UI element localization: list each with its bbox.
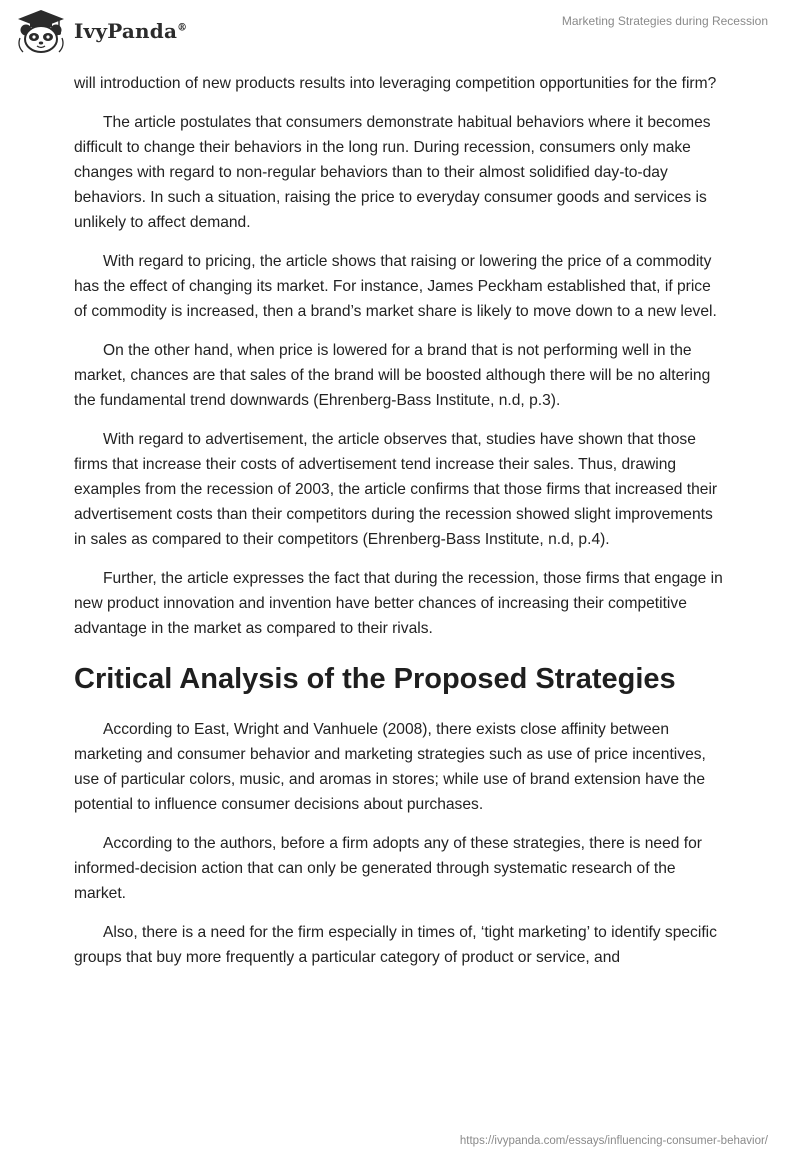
paragraph: With regard to pricing, the article shows that raising or lowering the price of a commodity has the effect of changing its market. For instance, James Peckham established that, if price of commodity is increased, then a brand’s market share is likely to move down to a new level.	[74, 253, 717, 320]
page-header	[0, 0, 800, 70]
paragraph: Also, there is a need for the firm especially in times of, ‘tight marketing’ to identify specific groups that buy more frequently a particular category of product or service, and	[74, 924, 717, 966]
paragraph: will introduction of new products results into leveraging competition opportunities for the firm?	[74, 75, 717, 92]
paragraph: According to the authors, before a firm adopts any of these strategies, there is need for informed-decision action that can only be generated through systematic research of the market.	[74, 835, 702, 902]
document-title: Marketing Strategies during Recession	[561, 14, 768, 28]
paragraph: According to East, Wright and Vanhuele (2008), there exists close affinity between marketing and consumer behavior and marketing strategies such as use of price incentives, use of particular colors, music, and aromas in stores; while use of brand extension have the potential to influence consumer decisions about purchases.	[74, 721, 706, 813]
source-url[interactable]: https://ivypanda.com/essays/influencing-consumer-behavior/	[459, 1135, 768, 1147]
paragraph: With regard to advertisement, the article observes that, studies have shown that those firms that increase their costs of advertisement tend increase their sales. Thus, drawing examples from the recession of 2003, the article confirms that those firms that increased their advertisement costs than their competitors during the recession showed slight improvements in sales as compared to their competitors (Ehrenberg-Bass Institute, n.d, p.4).	[74, 431, 718, 548]
paragraph: The article postulates that consumers demonstrate habitual behaviors where it becomes difficult to change their behaviors in the long run. During recession, consumers only make changes with regard to non-regular behaviors than to their almost solidified day-to-day behaviors. In such a situation, raising the price to everyday consumer goods and services is unlikely to affect demand.	[74, 114, 711, 231]
essay-content	[74, 71, 726, 984]
section-heading: Critical Analysis of the Proposed Strategies	[74, 663, 676, 695]
ivypanda-logo[interactable]	[14, 8, 187, 54]
panda-graduate-icon	[14, 8, 68, 54]
paragraph: Further, the article expresses the fact that during the recession, those firms that engage in new product innovation and invention have better chances of increasing their competitive advantage in the market as compared to their rivals.	[74, 570, 723, 637]
paragraph: On the other hand, when price is lowered for a brand that is not performing well in the market, chances are that sales of the brand will be boosted although there will be no altering the fundamental trend downwards (Ehrenberg-Bass Institute, n.d, p.3).	[74, 342, 711, 409]
brand-name: IvyPanda®	[74, 19, 188, 43]
